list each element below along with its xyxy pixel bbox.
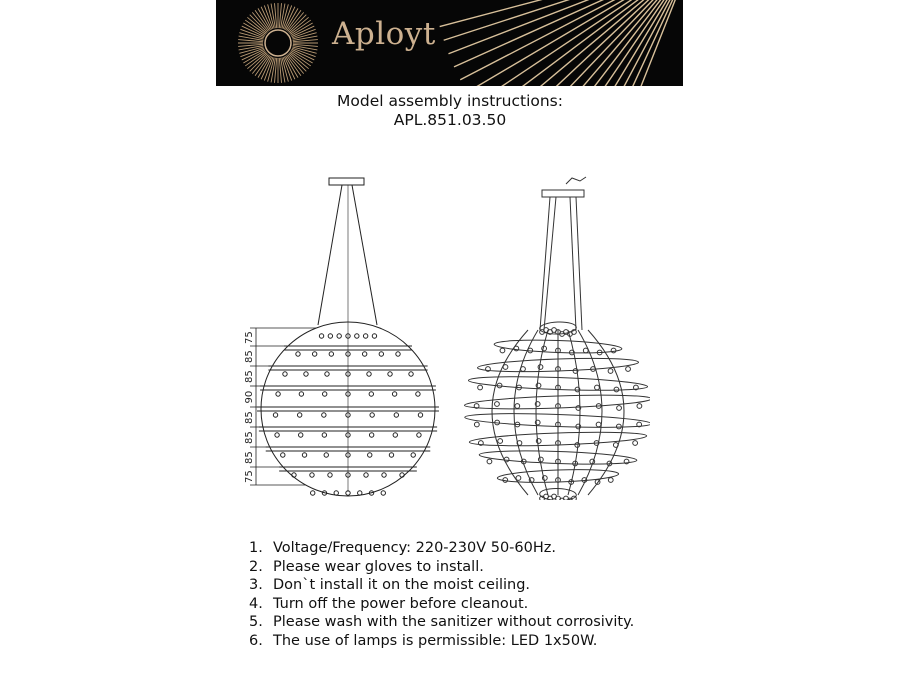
ceiling-canopy xyxy=(542,190,584,197)
dimension-label: 75 xyxy=(244,470,255,483)
suspension-wire xyxy=(318,185,342,325)
brand-banner xyxy=(216,0,683,86)
dimension-label: 85 xyxy=(244,411,255,424)
brand-name: Aployt xyxy=(332,16,436,52)
perspective-view-drawing xyxy=(464,177,650,500)
list-item: 1. Voltage/Frequency: 220-230V 50-60Hz. xyxy=(249,540,556,556)
model-number: APL.851.03.50 xyxy=(393,111,507,129)
dimension-label: 85 xyxy=(244,370,255,383)
list-item: 4. Turn off the power before cleanout. xyxy=(249,595,529,612)
front-view-drawing xyxy=(250,178,439,496)
list-item: 3. Don`t install it on the moist ceiling. xyxy=(249,577,531,594)
ceiling-canopy xyxy=(329,178,364,185)
page-title: Model assembly instructions: xyxy=(337,92,563,110)
sunburst-logo-icon xyxy=(216,0,683,86)
list-item: 6. The use of lamps is permissible: LED 1x50W. xyxy=(249,632,598,649)
dimension-label: 85 xyxy=(244,451,255,464)
instruction-list xyxy=(249,539,634,651)
list-item: 5. Please wash with the sanitizer without corrosivity. xyxy=(249,614,635,631)
dimension-label: 85 xyxy=(244,350,255,363)
dimension-label: 75 xyxy=(244,331,255,344)
suspension-wire xyxy=(352,185,377,325)
list-item: 2. Please wear gloves to install. xyxy=(249,558,484,575)
power-cable xyxy=(566,177,586,184)
dimension-label: 90 xyxy=(244,390,255,404)
assembly-drawings xyxy=(230,160,650,500)
dimension-label: 85 xyxy=(244,431,255,444)
